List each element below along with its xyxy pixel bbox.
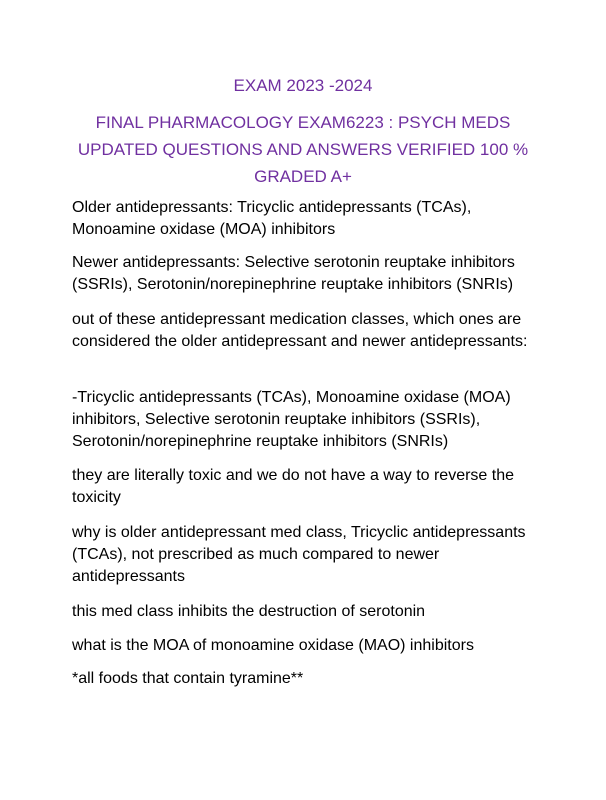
question-tca-prescribing: why is older antidepressant med class, Tricyclic antidepressants (TCAs), not prescribed as much compared to newer antidepressants: [72, 524, 526, 585]
document-title: FINAL PHARMACOLOGY EXAM6223 : PSYCH MEDS UPDATED QUESTIONS AND ANSWERS VERIFIED 100 % GRADED A+: [77, 113, 529, 186]
paragraph-older-antidepressants: Older antidepressants: Tricyclic antidepressants (TCAs), Monoamine oxidase (MOA) inhibitors: [72, 199, 472, 238]
answer-tyramine-foods: *all foods that contain tyramine**: [72, 670, 304, 687]
answer-antidepressant-classes: -Tricyclic antidepressants (TCAs), Monoamine oxidase (MOA) inhibitors, Selective serotonin reuptake inhibitors (SSRIs), Serotonin/norepinephrine reuptake inhibitors (SNRIs): [72, 389, 511, 450]
paragraph-newer-antidepressants: Newer antidepressants: Selective serotonin reuptake inhibitors (SSRIs), Serotonin/norepinephrine reuptake inhibitors (SNRIs): [72, 254, 515, 293]
answer-tca-toxicity: they are literally toxic and we do not have a way to reverse the toxicity: [72, 467, 515, 506]
answer-mao-inhibitor-moa: this med class inhibits the destruction of serotonin: [72, 603, 426, 620]
question-antidepressant-classes: out of these antidepressant medication classes, which ones are considered the older antidepressant and newer antidepressants:: [72, 311, 528, 350]
question-mao-inhibitor-moa: what is the MOA of monoamine oxidase (MAO) inhibitors: [72, 637, 474, 654]
exam-year-heading: EXAM 2023 -2024: [233, 76, 373, 95]
